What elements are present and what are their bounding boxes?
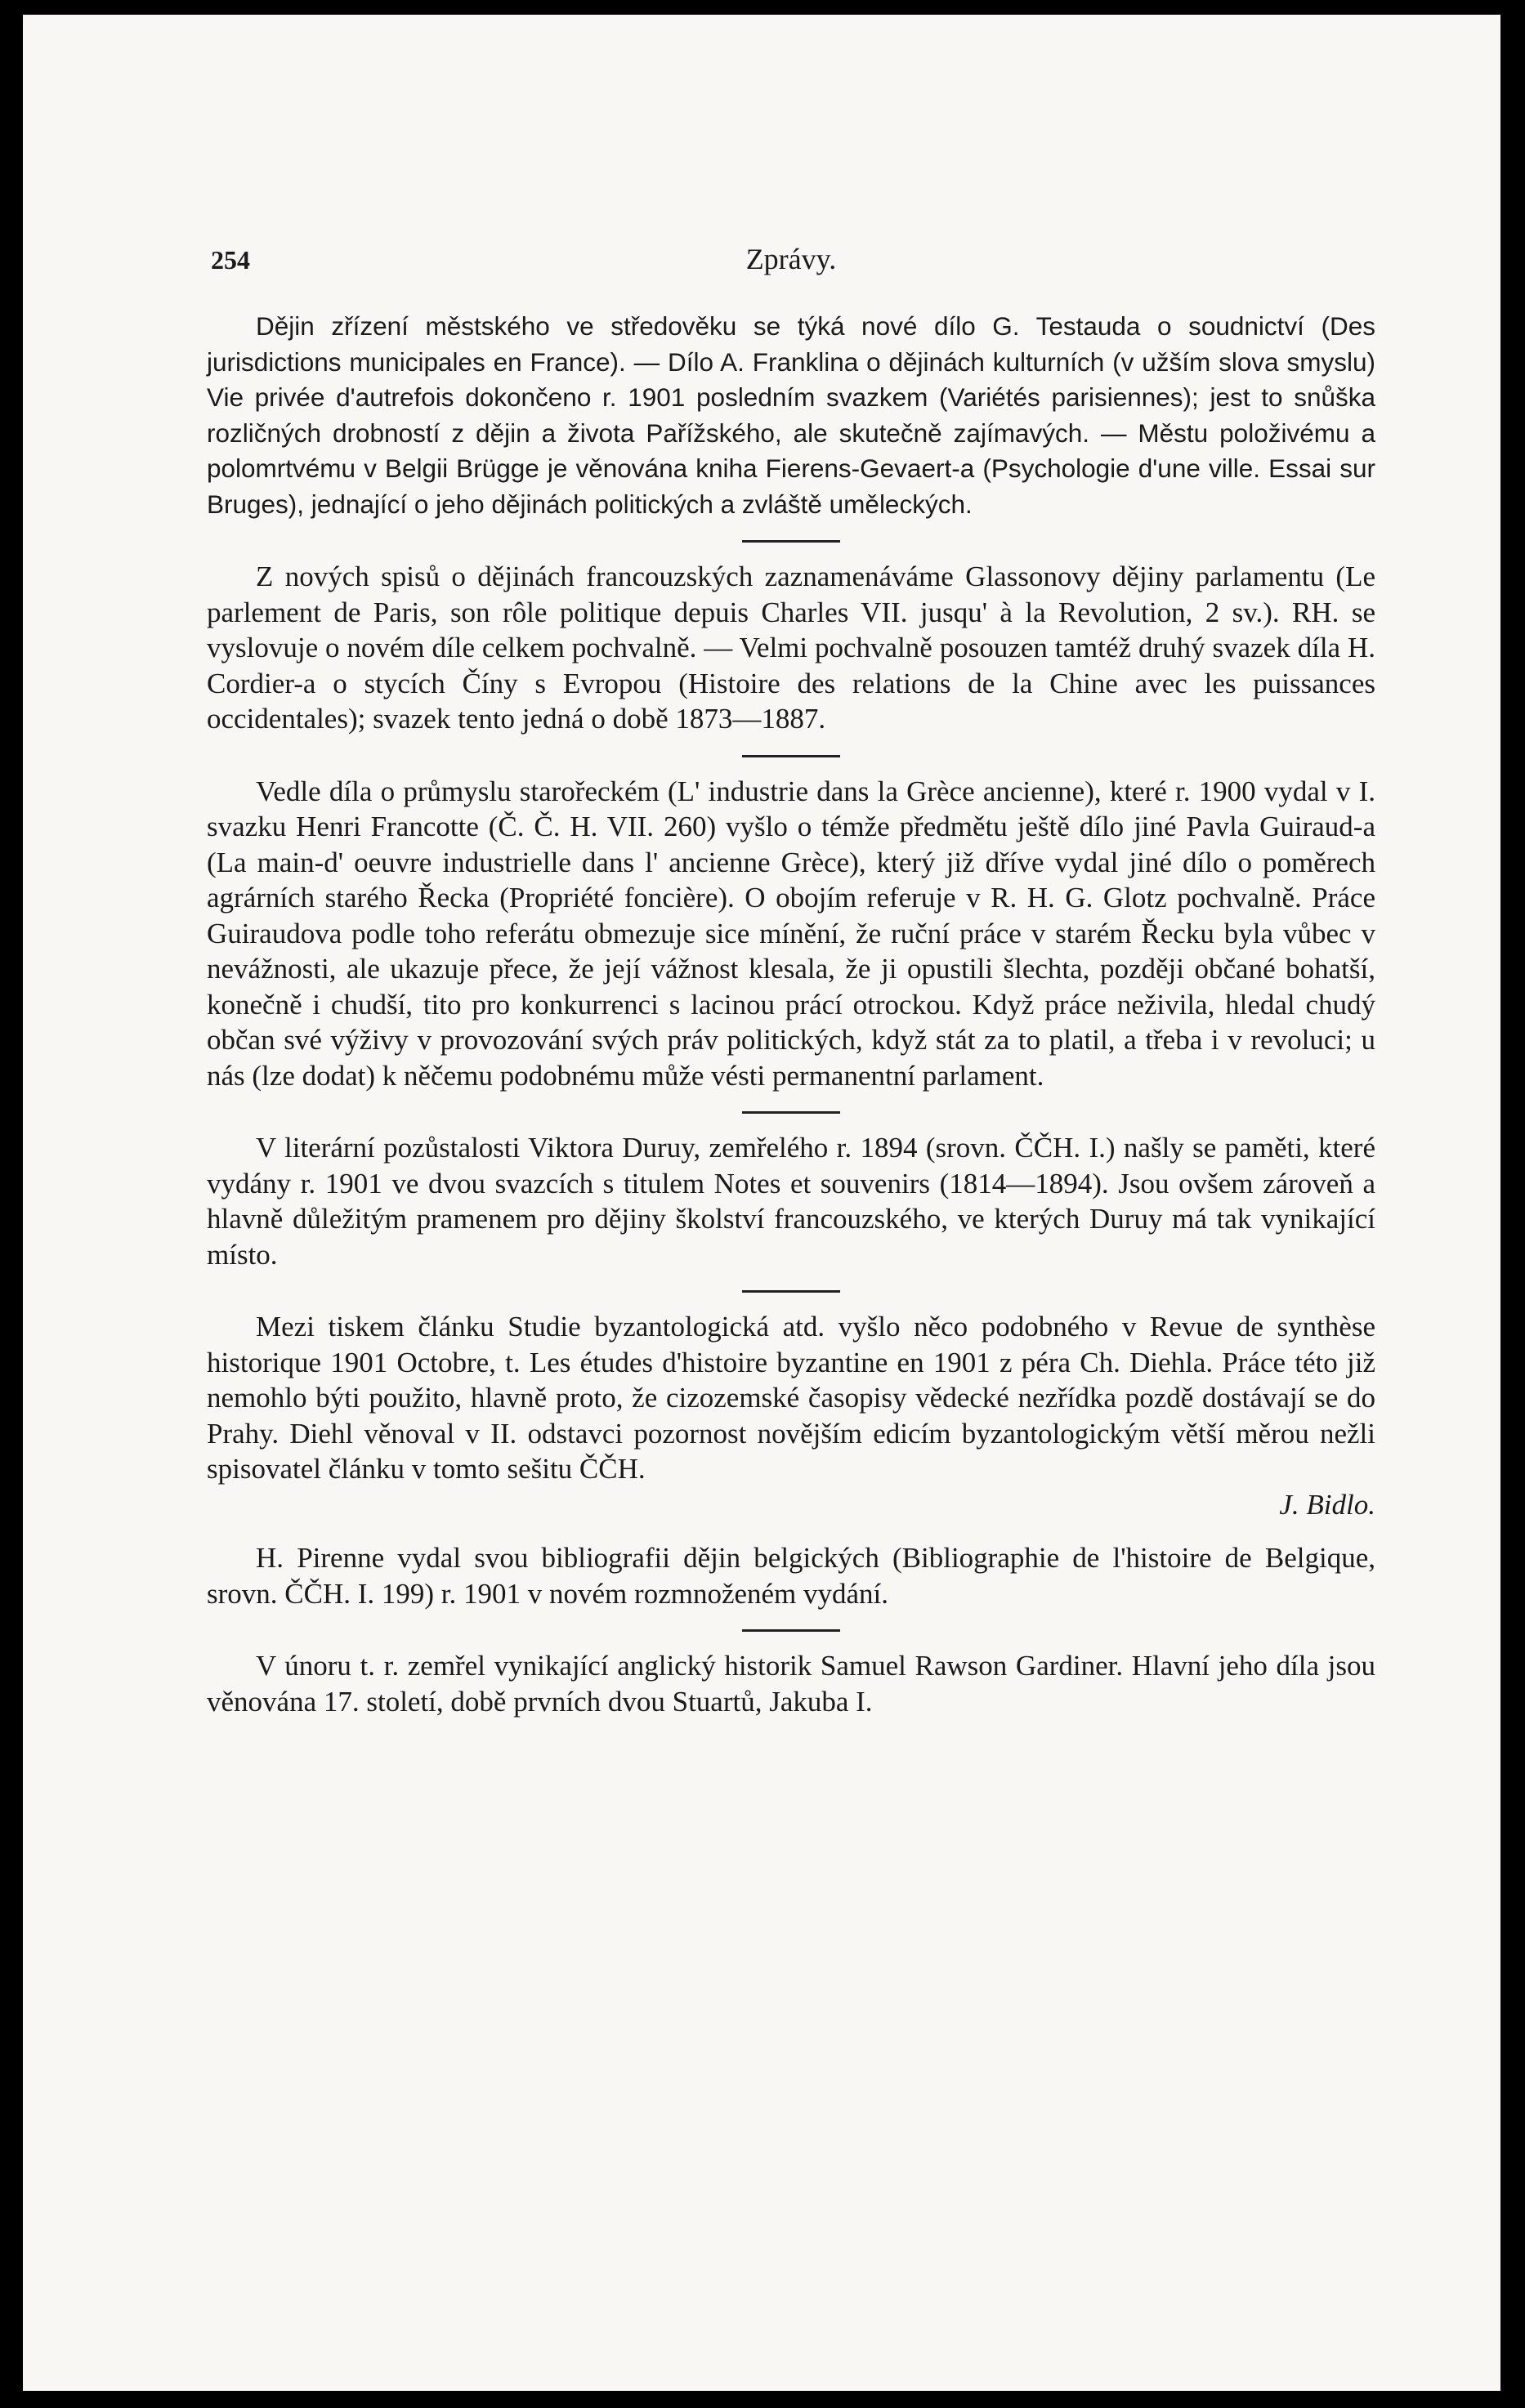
paragraph-greek-industry: Vedle díla o průmyslu starořeckém (L' industrie dans la Grèce ancienne), které r. 1900 vydal v I. svazku Henri Francotte (Č. Č. H. VII. 260) vyšlo o témže předmětu ještě dílo jiné Pavla Guiraud-a (La main-d' oeuvre industrielle dans l' ancienne Grèce), který již dříve vydal jiné dílo o poměrech agrárních starého Řecka (Propriété foncière). O obojím referuje v R. H. G. Glotz pochvalně. Práce Guiraudova podle toho referátu obmezuje sice mínění, že ruční práce v starém Řecku byla vůbec v nevážnosti, ale ukazuje přece, že její vážnost klesala, že ji opustili šlechta, později občané bohatší, konečně i chudší, tito pro konkurrenci s lacinou prácí otrockou. Když práce neživila, hledal chudý občan své výživy v provozování svých práv politických, když stát za to platil, a třeba i v revoluci; u nás (lze dodat) k něčemu podobnému může vésti permanentní parlament.	[207, 775, 1375, 1092]
section-divider	[742, 1629, 840, 1632]
author-signature: J. Bidlo.	[1279, 1488, 1375, 1521]
page	[23, 15, 1500, 2391]
section-divider	[742, 755, 840, 757]
paragraph-byzantine-studies: Mezi tiskem článku Studie byzantologická atd. vyšlo něco podobného v Revue de synthèse historique 1901 Octobre, t. Les études d'histoire byzantine en 1901 z péra Ch. Diehla. Práce této již nemohlo býti použito, hlavně proto, že cizozemské časopisy vědecké nezřídka pozdě dostávají se do Prahy. Diehl věnoval v II. odstavci pozornost novějším edicím byzantologickým větší měrou nežli spisovatel článku v tomto sešitu ČČH.	[207, 1311, 1375, 1485]
running-title: Zprávy.	[745, 243, 837, 275]
paragraph-duruy-memoirs: V literární pozůstalosti Viktora Duruy, zemřelého r. 1894 (srovn. ČČH. I.) našly se paměti, které vydány r. 1901 ve dvou svazcích s titulem Notes et souvenirs (1814—1894). Jsou ovšem zároveň a hlavně důležitým pramenem pro dějiny školství francouzského, ve kterých Duruy má tak vynikající místo.	[207, 1132, 1375, 1271]
paragraph-pirenne-bibliography: H. Pirenne vydal svou bibliografii dějin belgických (Bibliographie de l'histoire de Belgique, srovn. ČČH. I. 199) r. 1901 v novém rozmnoženém vydání.	[207, 1542, 1375, 1610]
page-number: 254	[211, 245, 250, 275]
section-divider	[742, 540, 840, 543]
article-body	[207, 309, 1375, 1719]
paragraph-french-history: Z nových spisů o dějinách francouzských zaznamenáváme Glassonovy dějiny parlamentu (Le parlement de Paris, son rôle politique depuis Charles VII. jusqu' à la Revolution, 2 sv.). RH. se vyslovuje o novém díle celkem pochvalně. — Velmi pochvalně posouzen tamtéž druhý svazek díla H. Cordier-a o stycích Číny s Evropou (Histoire des relations de la Chine avec les puissances occidentales); svazek tento jedná o době 1873—1887.	[207, 561, 1375, 735]
paragraph-city-history: Dějin zřízení městského ve středověku se týká nové dílo G. Testauda o soudnictví (Des jurisdictions municipales en France). — Dílo A. Franklina o dějinách kulturních (v užším slova smyslu) Vie privée d'autrefois dokončeno r. 1901 posledním svazkem (Variétés parisiennes); jest to snůška rozličných drobností z dějin a života Pařížského, ale skutečně zajímavých. — Městu položivému a polomrtvému v Belgii Brügge je věnována kniha Fierens-Gevaert-a (Psychologie d'une ville. Essai sur Bruges), jednající o jeho dějinách politických a zvláště uměleckých.	[207, 311, 1375, 519]
section-divider	[742, 1290, 840, 1293]
section-divider	[742, 1111, 840, 1114]
spacer	[207, 1522, 1375, 1540]
paragraph-gardiner-obituary: V únoru t. r. zemřel vynikající anglický historik Samuel Rawson Gardiner. Hlavní jeho díla jsou věnována 17. století, době prvních dvou Stuartů, Jakuba I.	[207, 1650, 1375, 1718]
page-header	[211, 235, 1371, 284]
